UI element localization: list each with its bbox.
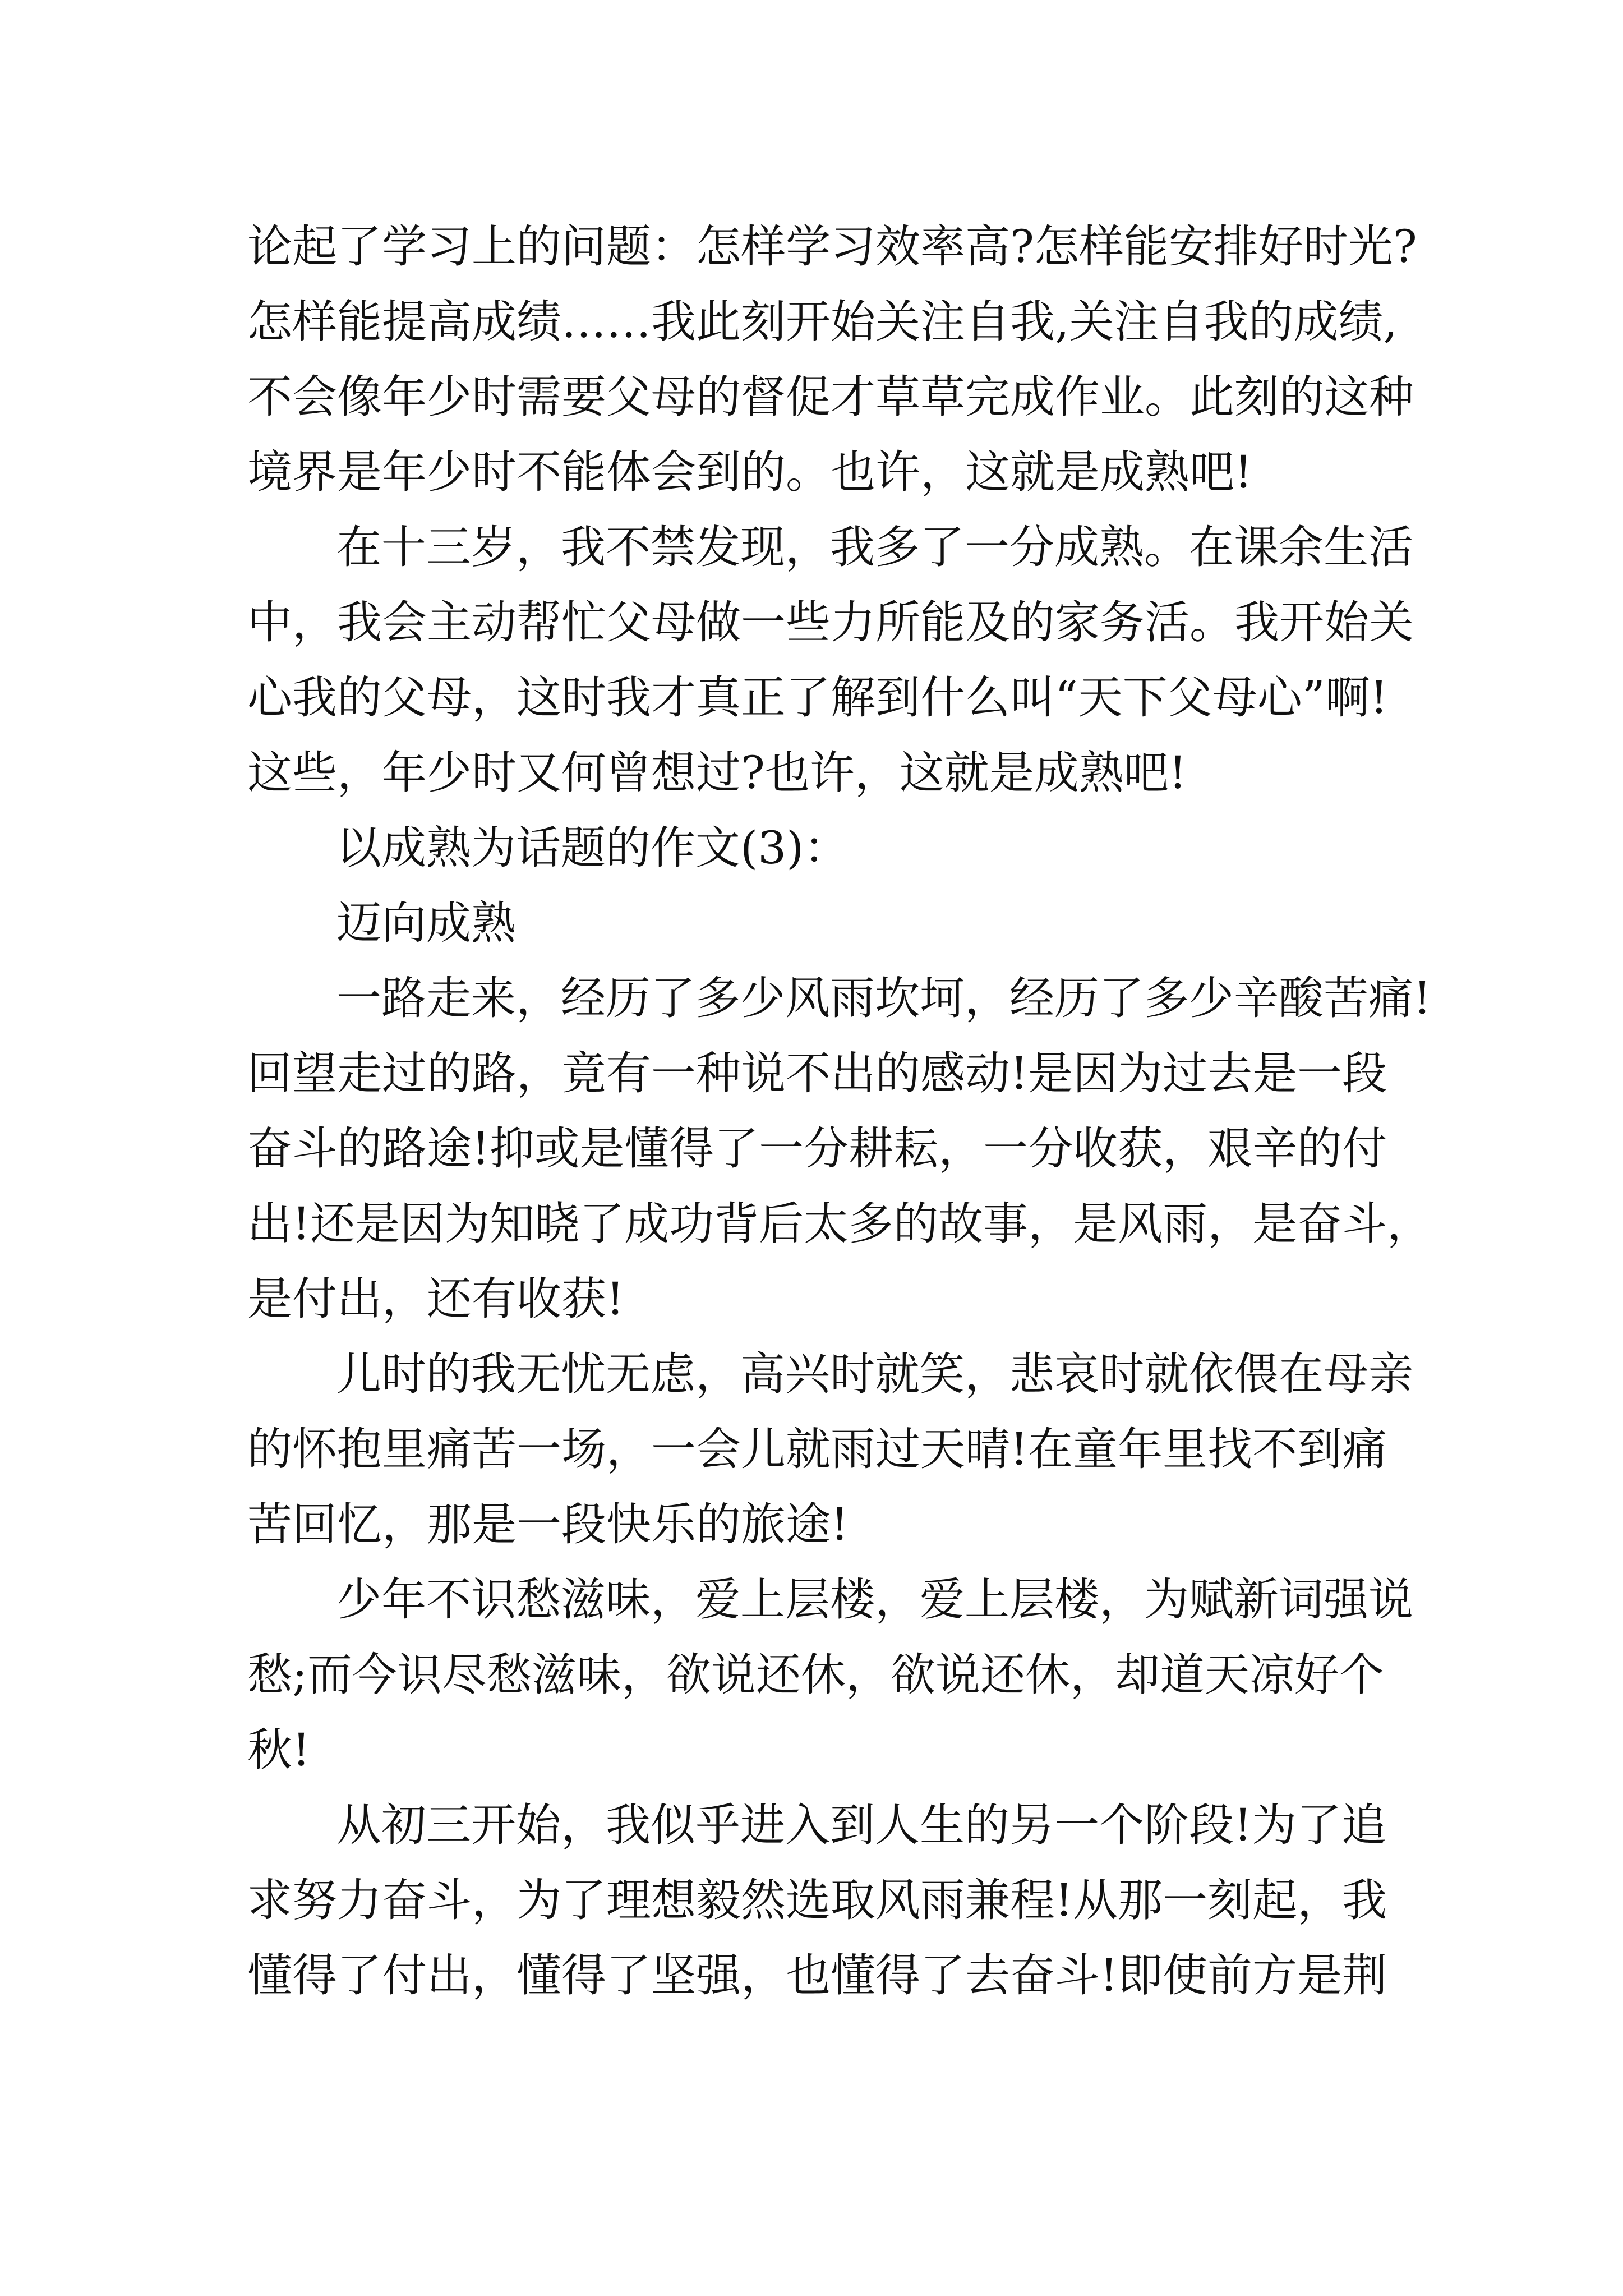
text-line: 怎样能提高成绩……我此刻开始关注自我,关注自我的成绩, [247,296,1398,348]
text-line: 回望走过的路，竟有一种说不出的感动!是因为过去是一段 [247,1047,1387,1099]
essay-title: 迈向成熟 [336,897,516,949]
section-heading: 以成熟为话题的作文(3)： [336,822,849,874]
paragraph-start-line: 少年不识愁滋味，爱上层楼，爱上层楼，为赋新词强说 [336,1573,1413,1626]
text-line: 出!还是因为知晓了成功背后太多的故事，是风雨，是奋斗， [247,1198,1432,1250]
text-line: 懂得了付出，懂得了坚强，也懂得了去奋斗!即使前方是荆 [247,1949,1387,2001]
text-line: 秋! [247,1724,311,1776]
text-line: 奋斗的路途!抑或是懂得了一分耕耘，一分收获，艰辛的付 [247,1122,1387,1175]
text-line: 是付出，还有收获! [247,1273,625,1325]
text-line: 的怀抱里痛苦一场，一会儿就雨过天晴!在童年里找不到痛 [247,1423,1387,1475]
text-line: 这些，年少时又何曾想过?也许，这就是成熟吧! [247,747,1187,799]
paragraph-start-line: 一路走来，经历了多少风雨坎坷，经历了多少辛酸苦痛! [336,972,1432,1024]
text-line: 境界是年少时不能体会到的。也许，这就是成熟吧! [247,446,1253,498]
text-line: 心我的父母，这时我才真正了解到什么叫“天下父母心”啊! [247,671,1388,724]
text-line: 不会像年少时需要父母的督促才草草完成作业。此刻的这种 [247,371,1414,423]
text-line: 愁;而今识尽愁滋味，欲说还休，欲说还休，却道天凉好个 [247,1649,1384,1701]
paragraph-start-line: 在十三岁，我不禁发现，我多了一分成熟。在课余生活 [336,521,1413,573]
paragraph-start-line: 儿时的我无忧无虑，高兴时就笑，悲哀时就依偎在母亲 [336,1348,1413,1400]
text-line: 论起了学习上的问题：怎样学习效率高?怎样能安排好时光? [247,220,1417,273]
text-line: 中，我会主动帮忙父母做一些力所能及的家务活。我开始关 [247,596,1414,648]
paragraph-start-line: 从初三开始，我似乎进入到人生的另一个阶段!为了追 [336,1799,1387,1851]
text-line: 求努力奋斗，为了理想毅然选取风雨兼程!从那一刻起，我 [247,1874,1387,1926]
text-line: 苦回忆，那是一段快乐的旅途! [247,1498,849,1550]
